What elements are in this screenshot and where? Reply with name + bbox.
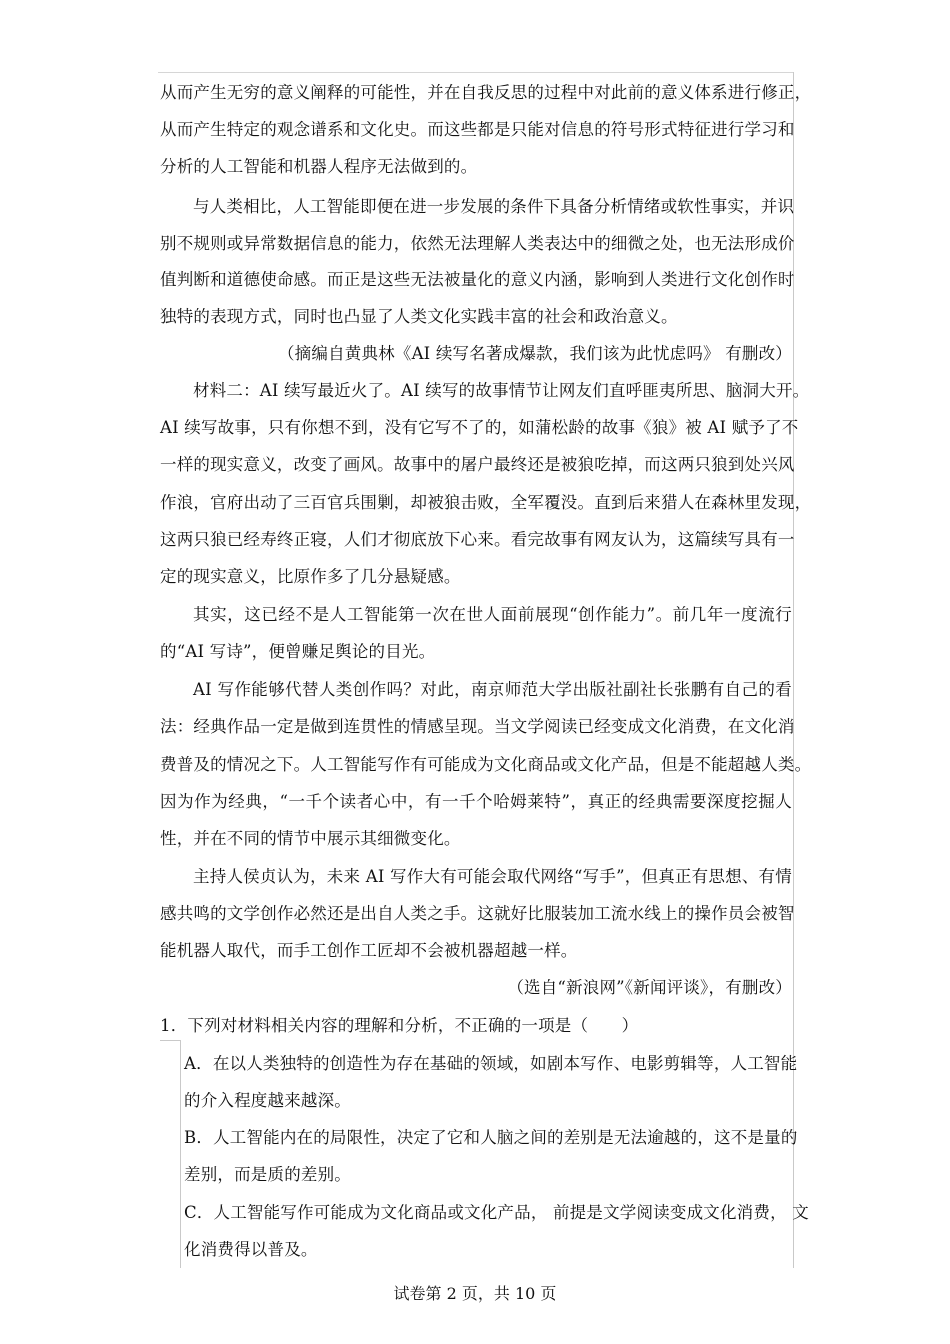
- text-line: 其实，这已经不是人工智能第一次在世人面前展现“创作能力”。前几年一度流行: [193, 605, 792, 624]
- option-b-line: 差别，而是质的差别。: [184, 1165, 351, 1184]
- source-citation: （选自“新浪网”《新闻评谈》，有删改）: [507, 978, 792, 997]
- source-citation: （摘编自黄典林《AI 续写名著成爆款，我们该为此忧虑吗》 有删改）: [277, 344, 792, 363]
- text-line: 这两只狼已经寿终正寝，人们才彻底放下心来。看完故事有网友认为，这篇续写具有一: [160, 530, 795, 549]
- text-line: 主持人侯贞认为，未来 AI 写作大有可能会取代网络“写手”，但真正有思想、有情: [193, 867, 792, 886]
- text-line: 定的现实意义，比原作多了几分悬疑感。: [160, 567, 461, 586]
- page-frame-top: [158, 72, 794, 73]
- text-line: 从而产生无穷的意义阐释的可能性，并在自我反思的过程中对此前的意义体系进行修正，: [160, 83, 812, 102]
- text-line: 因为作为经典，“一千个读者心中，有一千个哈姆莱特”，真正的经典需要深度挖掘人: [160, 792, 792, 811]
- option-b-line: B．人工智能内在的局限性，决定了它和人脑之间的差别是无法逾越的，这不是量的: [184, 1128, 798, 1147]
- text-line: 独特的表现方式，同时也凸显了人类文化实践丰富的社会和政治意义。: [160, 307, 678, 326]
- text-line: 能机器人取代，而手工创作工匠却不会被机器超越一样。: [160, 941, 578, 960]
- text-line: 一样的现实意义，改变了画风。故事中的屠户最终还是被狼吃掉，而这两只狼到处兴风: [160, 455, 795, 474]
- text-line: 材料二：AI 续写最近火了。AI 续写的故事情节让网友们直呼匪夷所思、脑洞大开。: [193, 381, 810, 400]
- text-line: 的“AI 写诗”，便曾赚足舆论的目光。: [160, 642, 436, 661]
- question-frame-top: [160, 1040, 180, 1041]
- text-line: 从而产生特定的观念谱系和文化史。而这些都是只能对信息的符号形式特征进行学习和: [160, 120, 795, 139]
- option-a-line: 的介入程度越来越深。: [184, 1091, 351, 1110]
- text-line: 作浪，官府出动了三百官兵围剿，却被狼击败，全军覆没。直到后来猎人在森林里发现，: [160, 493, 812, 512]
- option-a-line: A．在以人类独特的创造性为存在基础的领域，如剧本写作、电影剪辑等，人工智能: [184, 1054, 798, 1073]
- question-stem: 1．下列对材料相关内容的理解和分析，不正确的一项是（ ）: [160, 1016, 639, 1035]
- text-line: AI 写作能够代替人类创作吗？对此，南京师范大学出版社副社长张鹏有自己的看: [193, 680, 792, 699]
- text-line: 费普及的情况之下。人工智能写作有可能成为文化商品或文化产品，但是不能超越人类。: [160, 755, 812, 774]
- option-c-line: 化消费得以普及。: [184, 1240, 318, 1259]
- text-line: 法：经典作品一定是做到连贯性的情感呈现。当文学阅读已经变成文化消费，在文化消: [160, 717, 795, 736]
- text-line: 感共鸣的文学创作必然还是出自人类之手。这就好比服装加工流水线上的操作员会被智: [160, 904, 795, 923]
- text-line: 值判断和道德使命感。而正是这些无法被量化的意义内涵，影响到人类进行文化创作时: [160, 270, 795, 289]
- page-footer: 试卷第 2 页，共 10 页: [393, 1284, 557, 1303]
- text-line: 与人类相比，人工智能即便在进一步发展的条件下具备分析情绪或软性事实，并识: [193, 197, 795, 216]
- option-c-line: C．人工智能写作可能成为文化商品或文化产品， 前提是文学阅读变成文化消费， 文: [184, 1203, 809, 1222]
- text-line: AI 续写故事，只有你想不到，没有它写不了的，如蒲松龄的故事《狼》被 AI 赋予了不: [160, 418, 799, 437]
- text-line: 别不规则或异常数据信息的能力，依然无法理解人类表达中的细微之处，也无法形成价: [160, 234, 795, 253]
- text-line: 性，并在不同的情节中展示其细微变化。: [160, 829, 461, 848]
- question-frame-left: [180, 1040, 181, 1268]
- text-line: 分析的人工智能和机器人程序无法做到的。: [160, 157, 478, 176]
